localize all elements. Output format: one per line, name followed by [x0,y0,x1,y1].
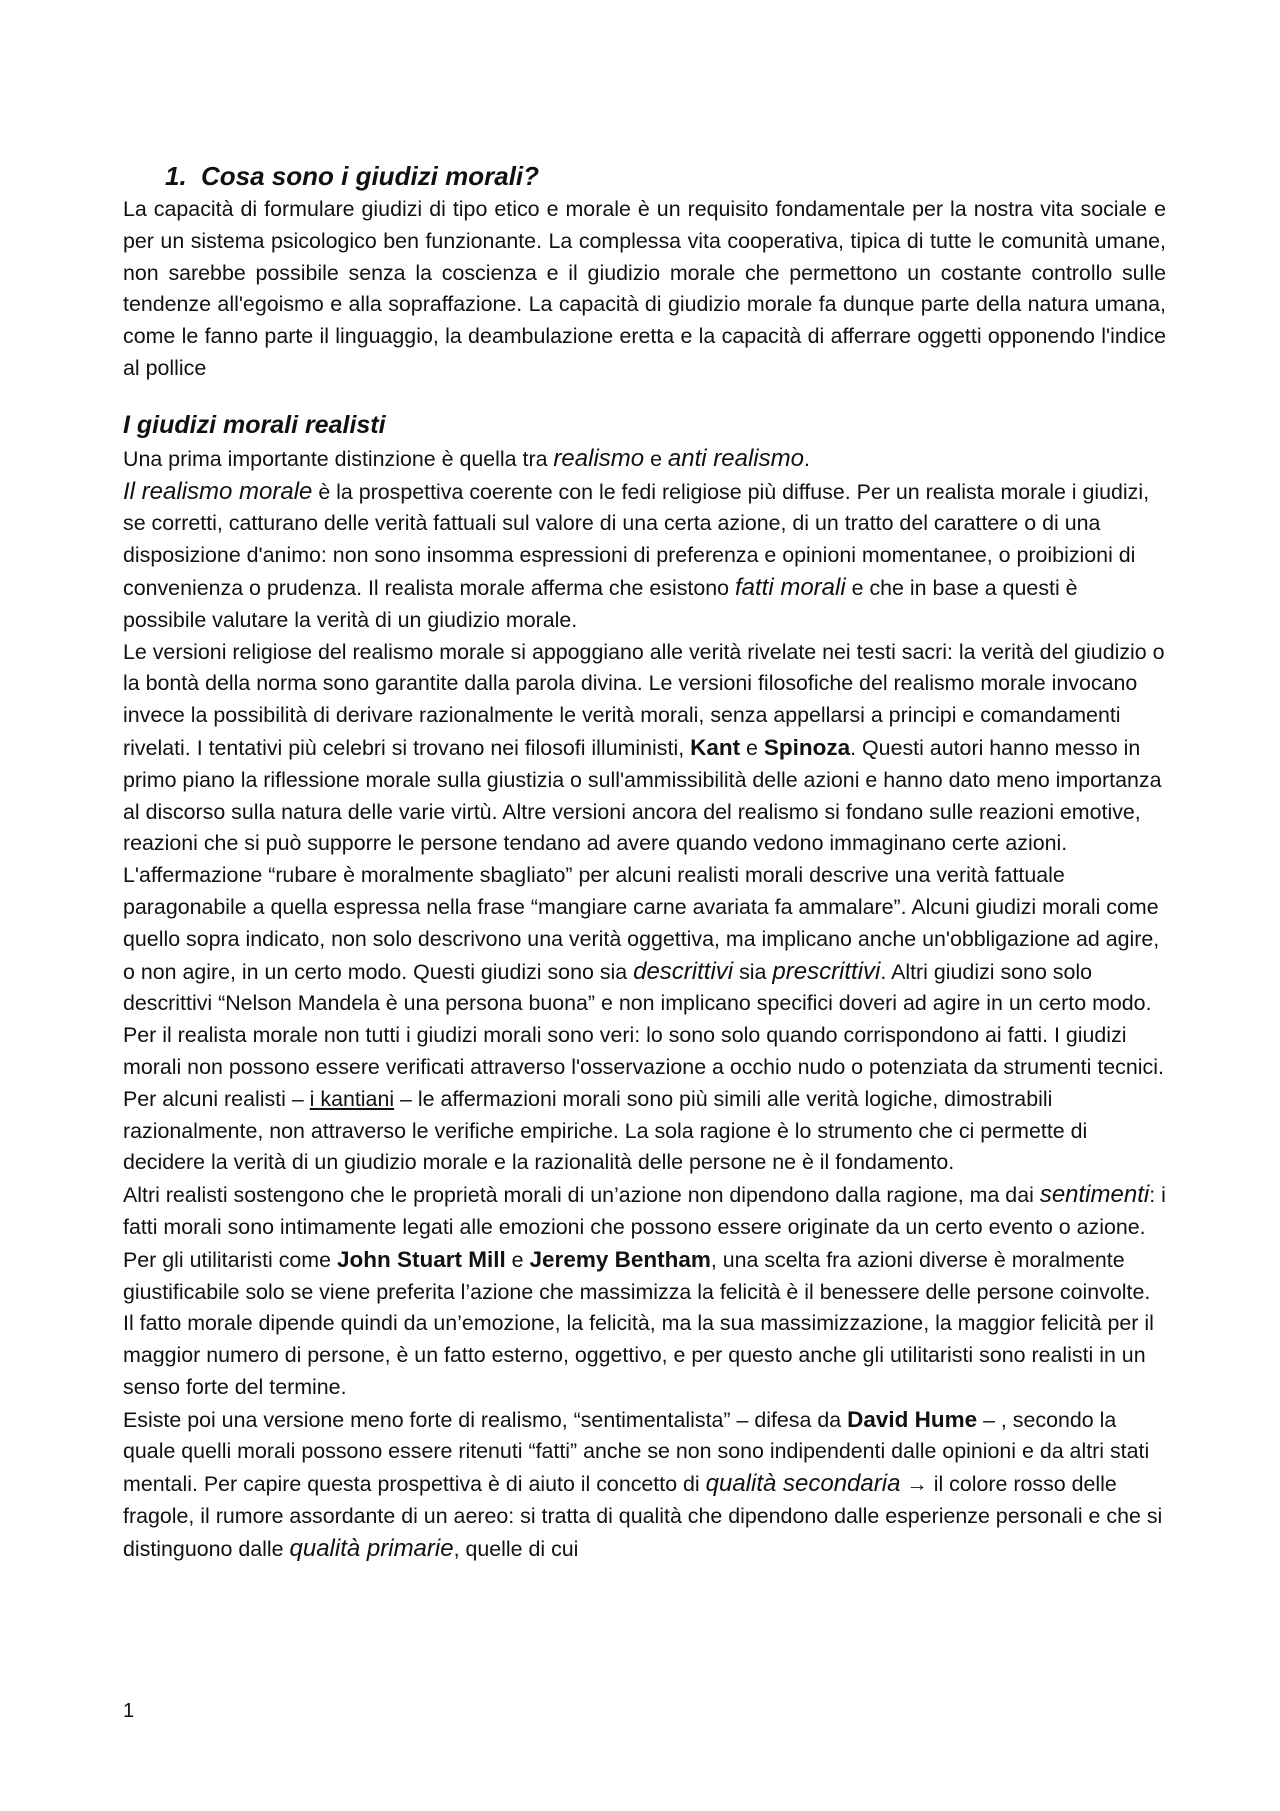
page-content [123,158,1166,1566]
term-prescrittivi: prescrittivi [772,957,881,985]
name-spinoza: Spinoza [763,734,851,760]
text-run: e [740,735,764,760]
chapter-title: Cosa sono i giudizi morali? [201,161,540,191]
text-run: , una scelta fra azioni diverse è moralmente giustificabile solo se viene preferita l’azione che massimizza la felicità è il benessere delle persone coinvolte. Il fatto morale dipende quindi da un’emozione, la felicità, ma la sua massimizzazione, la maggior felicità per il maggior numero di persone, è un fatto esterno, oggettivo, e per questo anche gli utilitaristi sono realisti in un senso forte del termine. [123,1247,1154,1399]
name-hume: David Hume [847,1406,978,1432]
text-run: . Questi autori hanno messo in primo piano la riflessione morale sulla giustizia o sull'ammissibilità delle azioni e hanno dato meno importanza al discorso sulla natura delle varie virtù. Altre versioni ancora del realismo si fondano sulle reazioni emotive, reazioni che si può supporre le persone tendano ad avere quando vedono immaginano certe azioni. [123,735,1162,856]
text-run: – , secondo la quale quelli morali possono essere ritenuti “fatti” anche se non sono indipendenti dalle opinioni e da altri stati mentali. Per capire questa prospettiva è di aiuto il concetto di [123,1407,1150,1497]
text-run: . [803,446,810,471]
term-fatti-morali: fatti morali [734,573,846,601]
term-realismo-morale: Il realismo morale [123,477,313,505]
text-run: , quelle di cui [453,1536,579,1561]
term-anti-realismo: anti realismo [667,444,804,472]
term-sentimenti: sentimenti [1039,1181,1150,1209]
text-run: . Altri giudizi sono solo descrittivi “Nelson Mandela è una persona buona” e non implicano specifici doveri ad agire in un certo modo. [123,959,1152,1016]
paragraph-versioni [123,637,1166,861]
paragraph-realismo-morale [123,476,1166,637]
text-run: è la prospettiva coerente con le fedi religiose più diffuse. Per un realista morale i giudizi, se corretti, catturano delle verità fattuali sul valore di una certa azione, di un tratto del carattere o di una disposizione d'animo: non sono insomma espressioni di preferenza e opinioni momentanee, o proibizioni di convenienza o prudenza. Il realista morale afferma che esistono [123,479,1150,600]
text-run: Altri realisti sostengono che le proprietà morali di un’azione non dipendono dalla ragione, ma dai [123,1183,1040,1208]
term-realismo: realismo [553,444,645,472]
text-run: e [505,1247,530,1272]
chapter-number: 1. [165,161,187,191]
text-run: L'affermazione “rubare è moralmente sbagliato” per alcuni realisti morali descrive una verità fattuale paragonabile a quella espressa nella frase “mangiare carne avariata fa ammalare”. Alcuni giudizi morali come quello sopra indicato, non solo descrivono una verità oggettiva, ma implicano anche un'obbligazione ad agire, o non agire, in un certo modo. Questi giudizi sono sia [123,863,1160,984]
section-title: I giudizi morali realisti [123,410,386,439]
term-qualita-primarie: qualità primarie [289,1534,454,1562]
paragraph-hume [123,1404,1166,1566]
term-qualita-secondaria: qualità secondaria [705,1470,901,1498]
text-run: Una prima importante distinzione è quella tra [123,446,554,471]
term-descrittivi: descrittivi [633,957,734,985]
chapter-heading [165,158,1166,194]
paragraph-affermazione [123,860,1166,1020]
text-run: Per il realista morale non tutti i giudizi morali sono veri: lo sono solo quando corrispondono ai fatti. I giudizi morali non possono essere verificati attraverso l'osservazione a occhio nudo o potenziata da strumenti tecnici. Per alcuni realisti – [123,1023,1164,1111]
text-run: il colore rosso delle fragole, il rumore assordante di un aereo: si tratta di qualità che dipendono dalle esperienze personali e che si distinguono dalle [123,1472,1163,1561]
intro-paragraph: La capacità di formulare giudizi di tipo etico e morale è un requisito fondamentale per la nostra vita sociale e per un sistema psicologico ben funzionante. La complessa vita cooperativa, tipica di tutte le comunità umane, non sarebbe possibile senza la coscienza e il giudizio morale che permettono un costante controllo sulle tendenze all'egoismo e alla sopraffazione. La capacità di giudizio morale fa dunque parte della natura umana, come le fanno parte il linguaggio, la deambulazione eretta e la capacità di afferrare oggetti opponendo l'indice al pollice [123,197,1166,380]
name-mill: John Stuart Mill [336,1246,506,1272]
text-run: e che in base a questi è possibile valutare la verità di un giudizio morale. [123,575,1078,632]
paragraph-distinction [123,443,1166,476]
name-kant: Kant [690,734,741,760]
text-run: sia [733,959,773,984]
paragraph-utilitaristi [123,1179,1166,1404]
text-run: : i fatti morali sono intimamente legati alle emozioni che possono essere originate da un certo evento o azione. Per gli utilitaristi come [123,1183,1166,1272]
text-run: e [644,446,668,471]
name-bentham: Jeremy Bentham [529,1246,711,1272]
term-kantiani: i kantiani [309,1086,395,1111]
text-run: Esiste poi una versione meno forte di realismo, “sentimentalista” – difesa da [123,1407,848,1432]
text-run: Le versioni religiose del realismo morale si appoggiano alle verità rivelate nei testi sacri: la verità del giudizio o la bontà della norma sono garantite dalla parola divina. Le versioni filosofiche del realismo morale invocano invece la possibilità di derivare razionalmente le verità morali, senza appellarsi a principi e comandamenti rivelati. I tentativi più celebri si trovano nei filosofi illuministi, [123,639,1165,760]
text-run: – le affermazioni morali sono più simili alle verità logiche, dimostrabili razionalmente, non attraverso le verifiche empiriche. La sola ragione è lo strumento che ci permette di decidere la verità di un giudizio morale e la razionalità delle persone ne è il fondamento. [123,1086,1088,1175]
page-number: 1 [123,1700,135,1722]
arrow-icon: → [900,1472,934,1497]
paragraph-verita [123,1020,1166,1179]
